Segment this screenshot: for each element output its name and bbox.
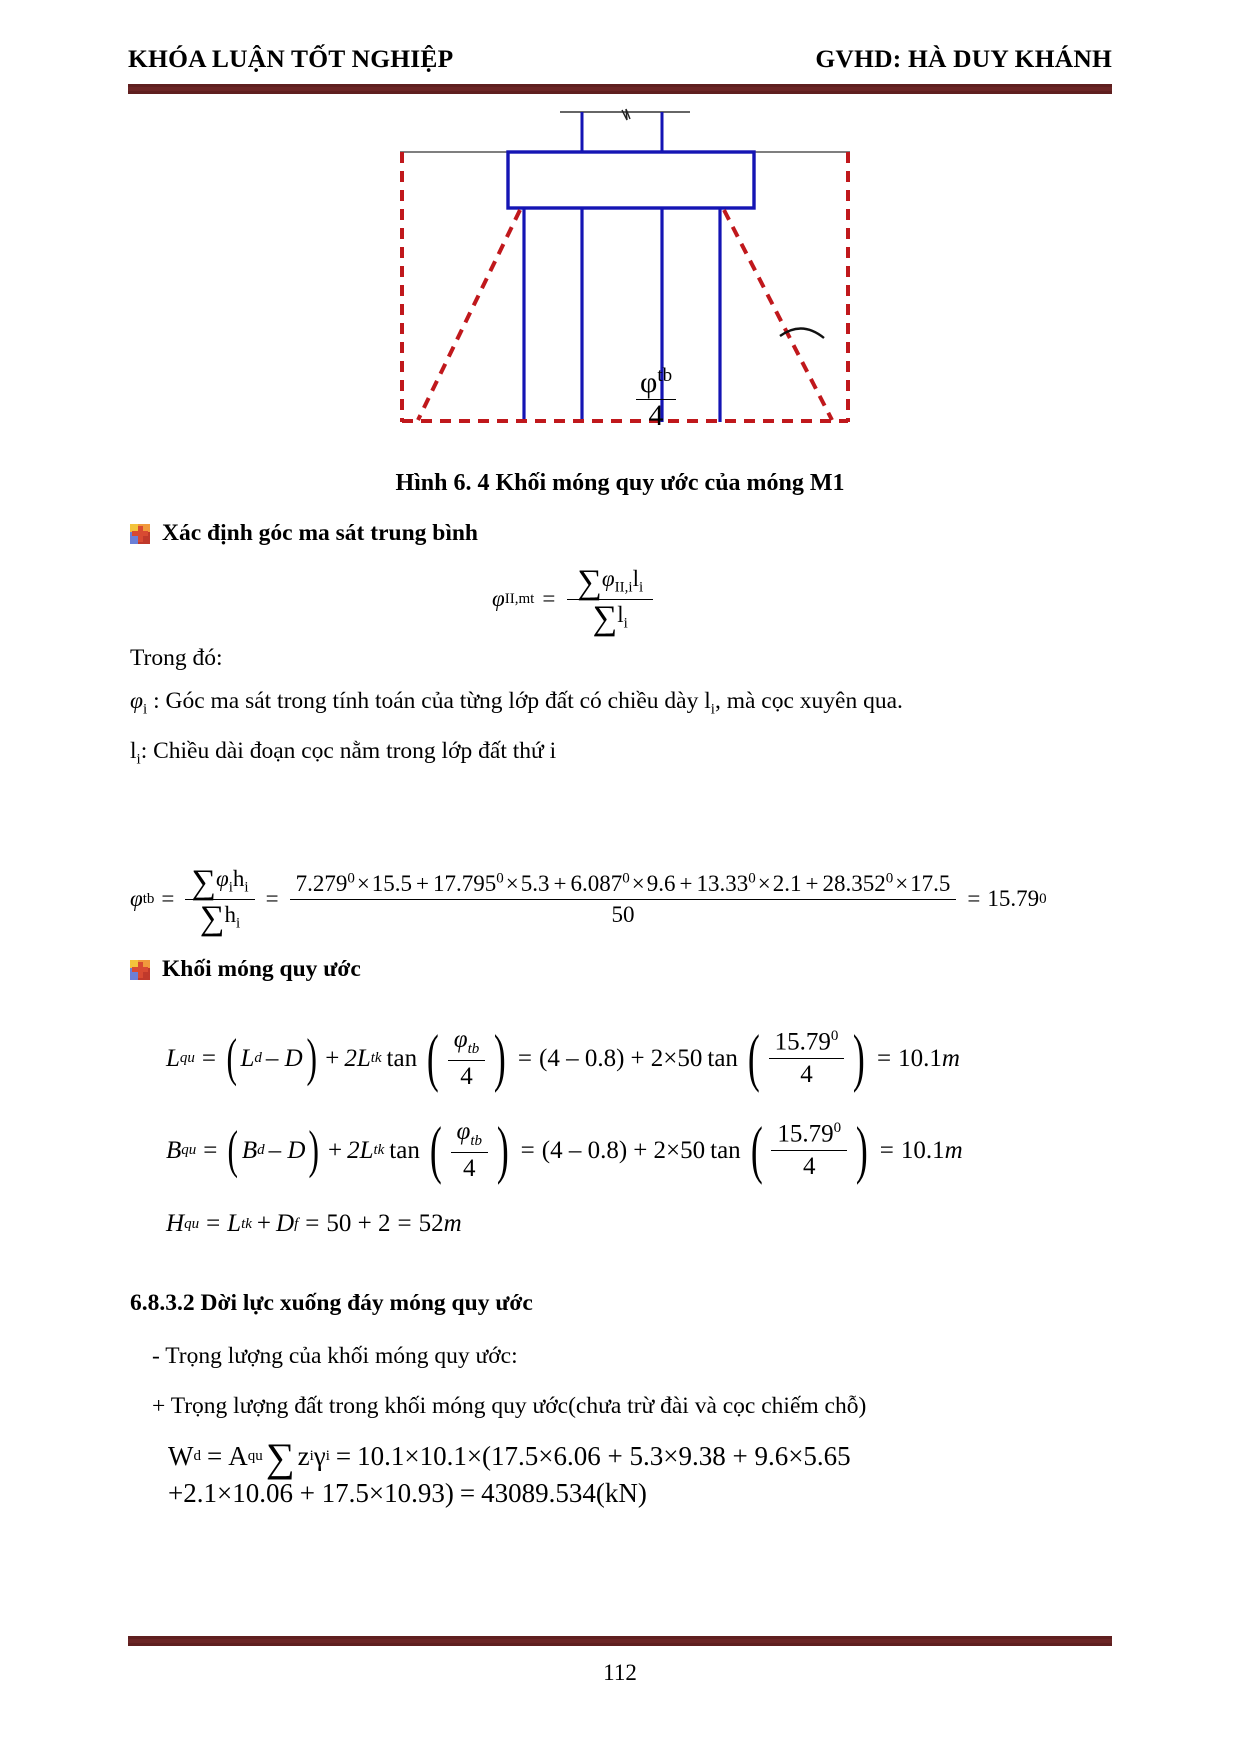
hqu-Ltk-sub: tk <box>241 1215 252 1232</box>
bqu-eq3: = <box>879 1136 894 1164</box>
plus-bullet-icon <box>130 524 150 544</box>
hqu-plus: + <box>256 1210 272 1237</box>
lqu-v2: + 2×50 <box>630 1044 703 1072</box>
sigma-den: ∑ <box>199 898 225 937</box>
formula-L-qu <box>166 1022 960 1095</box>
header-divider-rule <box>128 84 1112 94</box>
lqu-minus-D: – D <box>265 1044 303 1072</box>
num-l-sub: i <box>638 579 644 596</box>
term-length: 5.3 <box>520 870 550 896</box>
section-heading-khoi-mong <box>130 956 361 983</box>
bqu-arg-group: ( $\frac{\varphi_{tb}}{4}$ ) <box>429 1114 509 1187</box>
formula-lhs-symbol: φ <box>492 586 505 612</box>
section-heading-label-2: Khối móng quy ước <box>162 956 361 982</box>
term-plus: + <box>679 870 693 896</box>
term-times: × <box>757 870 771 896</box>
bqu-paren-open: ( <box>227 1121 239 1180</box>
plus-bullet-icon-2 <box>130 960 150 980</box>
lqu-arg-den: 4 <box>460 1063 473 1090</box>
h-i-sub: i <box>244 879 249 896</box>
lqu-2Ltk: 2L <box>344 1044 371 1072</box>
lqu-lhs: L <box>166 1044 180 1072</box>
section-heading-goc-ma-sat <box>130 520 478 547</box>
paragraph-li-description <box>130 738 556 769</box>
heading-6-8-3-2: 6.8.3.2 Dời lực xuống đáy móng quy ước <box>130 1290 533 1316</box>
term-length: 9.6 <box>646 870 676 896</box>
bqu-arg2-den: 4 <box>802 1153 816 1181</box>
term-degree: 0 <box>347 870 355 887</box>
term-degree: 0 <box>885 870 894 887</box>
lqu-tan: tan <box>386 1044 418 1072</box>
phi-desc-tail: , mà cọc xuyên qua. <box>714 688 903 714</box>
hqu-result: 52 <box>418 1210 444 1237</box>
phi-desc-text: : Góc ma sát trong tính toán của từng lớp đất có chiều dày l <box>147 688 711 714</box>
li-subscript: i <box>136 751 141 768</box>
phi-tb-term <box>296 871 412 896</box>
term-times: × <box>505 870 519 896</box>
phi-tb-result: 15.79 <box>987 886 1040 912</box>
numerator-terms <box>290 870 957 900</box>
wd-line-2 <box>168 1478 851 1509</box>
bqu-Bd: B <box>241 1136 258 1164</box>
term-times: × <box>356 870 370 896</box>
phi-symbol: φ <box>130 688 144 714</box>
bqu-eq1: = <box>203 1136 218 1164</box>
h-i: h <box>232 866 245 891</box>
fraction-numeric-terms <box>290 870 957 928</box>
wd-result: 43089.534(kN) <box>481 1478 647 1509</box>
wd-lhs: W <box>168 1440 194 1471</box>
lqu-eq3: = <box>877 1044 892 1072</box>
bqu-arg2-num: 15.79 <box>777 1120 834 1148</box>
bqu-lhs: B <box>166 1136 182 1164</box>
hqu-lhs: H <box>166 1210 185 1237</box>
h-i-den: h <box>224 901 236 927</box>
paragraph-phi-i-description <box>130 688 903 719</box>
bqu-arg-fraction <box>451 1118 489 1183</box>
lqu-eq2: = <box>517 1044 533 1072</box>
bqu-arg-phi: φ <box>456 1118 471 1145</box>
formula-B-qu <box>166 1114 963 1187</box>
num-phi-sub: II,i <box>614 579 633 596</box>
phi-tb-term <box>696 871 801 896</box>
phi-i-sub: i <box>228 879 233 896</box>
wd-line2-eq: = <box>459 1478 476 1509</box>
num-phi: φ <box>601 566 615 591</box>
formula-phi-tb <box>130 862 1047 937</box>
angle-denominator: 4 <box>648 399 664 432</box>
equals-3: = <box>967 886 981 912</box>
term-plus: + <box>416 870 430 896</box>
paragraph-trong-luong-dat: + Trọng lượng đất trong khối móng quy ước(chưa trừ đài và cọc chiếm chỗ) <box>152 1393 867 1419</box>
sigma-num: ∑ <box>191 862 216 901</box>
term-angle: 13.33 <box>696 870 749 896</box>
term-length: 15.5 <box>371 870 413 896</box>
term-times: × <box>631 870 645 896</box>
wd-Aqu-sub: qu <box>247 1447 263 1464</box>
section-heading-label: Xác định góc ma sát trung bình <box>162 520 478 546</box>
page-header <box>128 44 1112 74</box>
equals-1: = <box>161 886 175 912</box>
formula-H-qu <box>166 1210 462 1238</box>
phi-tb-result-degree: 0 <box>1039 890 1047 907</box>
wd-gamma-sub: i <box>325 1447 330 1464</box>
phi-subscript: i <box>143 701 148 718</box>
wd-line1-values: 10.1×10.1×(17.5×6.06 + 5.3×9.38 + 9.6×5.65 <box>357 1440 851 1471</box>
paragraph-trong-do: Trong đó: <box>130 645 223 671</box>
bqu-arg2-group: ( $\frac{15.79^0}{4}$ ) <box>750 1114 868 1187</box>
wd-eq: = <box>206 1440 223 1471</box>
denominator-50: 50 <box>611 901 635 927</box>
bqu-minus-D: – D <box>268 1136 306 1164</box>
phi-tb-term <box>822 871 950 896</box>
wd-eq2: = <box>335 1440 352 1471</box>
hqu-eq2: = <box>305 1210 320 1237</box>
bqu-arg2-fraction <box>771 1120 847 1181</box>
figure-container <box>0 104 1240 444</box>
angle-phi-symbol: φ <box>640 366 658 399</box>
lqu-tan2: tan <box>707 1044 738 1072</box>
bqu-result: 10.1 <box>900 1136 945 1164</box>
lqu-v1: (4 – 0.8) <box>539 1044 625 1072</box>
wd-lhs-sub: d <box>193 1447 201 1464</box>
hqu-Df: D <box>276 1210 295 1237</box>
equals-sign: = <box>542 586 556 612</box>
lqu-arg2-fraction <box>769 1028 845 1089</box>
term-degree: 0 <box>496 870 504 887</box>
equals-2: = <box>265 886 279 912</box>
den-l-sub: i <box>623 615 628 632</box>
term-angle: 28.352 <box>822 870 886 896</box>
phi-tb-lhs-sub: tb <box>142 890 155 907</box>
lqu-2Ltk-sub: tk <box>370 1050 382 1066</box>
phi-tb-lhs: φ <box>130 886 143 912</box>
hqu-eq1: = <box>206 1210 221 1237</box>
header-left-title: KHÓA LUẬN TỐT NGHIỆP <box>128 44 454 73</box>
hqu-unit: m <box>443 1210 462 1237</box>
hqu-lhs-sub: qu <box>184 1215 200 1232</box>
lqu-arg-group: ( $\frac{\varphi_{tb}}{4}$ ) <box>426 1022 507 1095</box>
lqu-plus: + <box>325 1044 340 1072</box>
lqu-paren-open: ( <box>226 1029 238 1088</box>
wd-line-1 <box>168 1435 851 1480</box>
lqu-lhs-sub: qu <box>179 1050 195 1066</box>
bqu-eq2: = <box>520 1136 535 1164</box>
den-l: l <box>617 601 624 627</box>
term-times: × <box>895 870 909 896</box>
formula-W-d <box>168 1435 851 1509</box>
term-plus: + <box>553 870 567 896</box>
figure-caption: Hình 6. 4 Khối móng quy ước của móng M1 <box>395 470 845 496</box>
lqu-arg2-num: 15.79 <box>774 1028 831 1056</box>
bqu-v2: + 2×50 <box>633 1136 706 1164</box>
bqu-v1: (4 – 0.8) <box>541 1136 628 1164</box>
hqu-Ltk: L <box>227 1210 242 1237</box>
term-length: 2.1 <box>772 870 802 896</box>
lqu-arg-fraction <box>448 1026 486 1091</box>
bqu-tan: tan <box>389 1136 420 1164</box>
bqu-plus: + <box>327 1136 343 1164</box>
term-length: 17.5 <box>910 870 951 896</box>
term-degree: 0 <box>748 870 756 887</box>
lqu-Ld-sub: d <box>254 1050 262 1066</box>
angle-phi-superscript: tb <box>657 365 673 386</box>
lqu-result: 10.1 <box>898 1044 942 1072</box>
angle-phi-over-4-label <box>636 366 676 431</box>
h-i-den-sub: i <box>235 915 241 932</box>
lqu-Ld: L <box>240 1044 255 1072</box>
term-plus: + <box>805 870 819 896</box>
fraction-sum-phi-h-over-sum-h <box>185 862 254 937</box>
footer-divider-rule <box>128 1636 1112 1646</box>
lqu-arg2-group: ( $\frac{15.79^0}{4}$ ) <box>747 1022 866 1095</box>
bqu-arg2-num-sup: 0 <box>833 1119 842 1136</box>
hqu-Df-sub: f <box>294 1215 299 1232</box>
lqu-arg2-num-sup: 0 <box>830 1027 839 1044</box>
hqu-eq3: = <box>397 1210 412 1237</box>
khoi-mong-quy-uoc-diagram <box>310 104 930 434</box>
bqu-Bd-sub: d <box>257 1142 265 1158</box>
wd-z: z <box>297 1440 310 1471</box>
hqu-v: 50 + 2 <box>326 1210 391 1237</box>
wd-line2-values: +2.1×10.06 + 17.5×10.93) <box>168 1478 454 1509</box>
phi-i: φ <box>216 866 229 891</box>
fraction-sum-phi-l-over-sum-l <box>567 562 653 637</box>
header-right-advisor: GVHD: HÀ DUY KHÁNH <box>815 44 1112 73</box>
bqu-tan2: tan <box>710 1136 741 1164</box>
wd-z-sub: i <box>309 1447 314 1464</box>
bqu-arg-phi-sub: tb <box>470 1133 483 1149</box>
wd-Aqu: A <box>228 1440 248 1471</box>
paragraph-trong-luong-khoi-mong: - Trọng lượng của khối móng quy ước: <box>152 1343 518 1369</box>
phi-tb-term <box>433 871 549 896</box>
page-number: 112 <box>603 1660 637 1685</box>
wd-gamma: γ <box>313 1440 326 1471</box>
bqu-2Ltk-sub: tk <box>373 1142 385 1158</box>
wd-sigma: ∑ <box>265 1435 295 1480</box>
term-angle: 7.279 <box>295 870 348 896</box>
lqu-arg-phi: φ <box>453 1026 468 1053</box>
lqu-arg-phi-sub: tb <box>467 1041 480 1057</box>
formula-lhs-sub: II,mt <box>504 590 535 607</box>
phi-tb-term <box>571 871 676 896</box>
term-degree: 0 <box>622 870 630 887</box>
sigma-numerator: ∑ <box>577 562 602 601</box>
bqu-2Ltk: 2L <box>347 1136 374 1164</box>
l-subscript: i <box>710 701 715 718</box>
lqu-eq1: = <box>201 1044 217 1072</box>
bqu-arg-den: 4 <box>463 1155 476 1182</box>
lqu-arg2-den: 4 <box>800 1061 813 1089</box>
bqu-unit: m <box>944 1136 963 1164</box>
bqu-paren-close: ) <box>308 1121 320 1180</box>
li-desc-text: : Chiều dài đoạn cọc nằm trong lớp đất thứ i <box>140 738 557 764</box>
num-l: l <box>632 566 639 591</box>
sigma-denominator: ∑ <box>592 598 618 637</box>
formula-phi-II-mt <box>492 562 657 637</box>
term-angle: 17.795 <box>433 870 497 896</box>
bqu-lhs-sub: qu <box>181 1142 197 1158</box>
lqu-paren-close: ) <box>306 1029 317 1088</box>
term-angle: 6.087 <box>570 870 623 896</box>
lqu-unit: m <box>941 1044 960 1072</box>
li-symbol: l <box>130 738 137 764</box>
